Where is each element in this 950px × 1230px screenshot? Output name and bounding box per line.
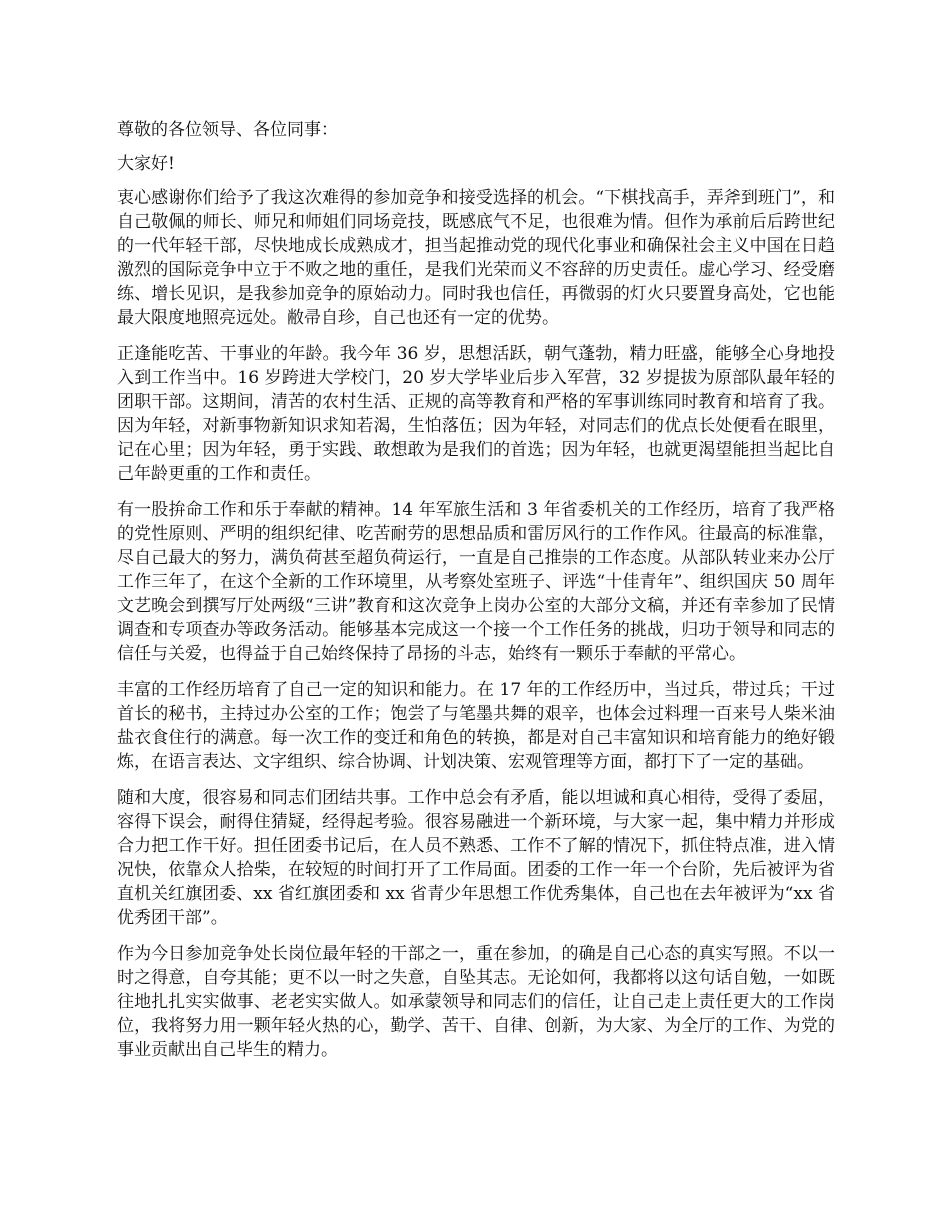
paragraph-closing: 作为今日参加竞争处长岗位最年轻的干部之一，重在参加，的确是自己心态的真实写照。不以一时之得意，自夸其能；更不以一时之失意，自坠其志。无论如何，我都将以这句话自勉，一如既往地扎扎实实做事、老老实实做人。如承蒙领导和同志们的信任，让自己走上责任更大的工作岗位，我将努力用一颗年轻火热的心，勤学、苦干、自律、创新，为大家、为全厅的工作、为党的事业贡献出自己毕生的精力。 (117, 944, 835, 1060)
speech-document (117, 118, 835, 1074)
paragraph-experience: 丰富的工作经历培育了自己一定的知识和能力。在 17 年的工作经历中，当过兵，带过兵；干过首长的秘书，主持过办公室的工作；饱尝了与笔墨共舞的艰辛，也体会过料理一百来号人柴米油盐衣食住行的满意。每一次工作的变迁和角色的转换，都是对自己丰富知识和培育能力的绝好锻炼，在语言表达、文字组织、综合协调、计划决策、宏观管理等方面，都打下了一定的基础。 (117, 680, 835, 772)
salutation: 尊敬的各位领导、各位同事： (117, 120, 338, 140)
paragraph-teamwork: 随和大度，很容易和同志们团结共事。工作中总会有矛盾，能以坦诚和真心相待，受得了委屈，容得下误会，耐得住猜疑，经得起考验。很容易融进一个新环境，与大家一起，集中精力并形成合力把工作干好。担任团委书记后，在人员不熟悉、工作不了解的情况下，抓住特点准，进入情况快，依靠众人拾柴，在较短的时间打开了工作局面。团委的工作一年一个台阶，先后被评为省直机关红旗团委、xx 省红旗团委和 xx 省青少年思想工作优秀集体，自己也在去年被评为“xx 省优秀团干部”。 (117, 788, 835, 928)
paragraph-intro: 衷心感谢你们给予了我这次难得的参加竞争和接受选择的机会。“下棋找高手，弄斧到班门”，和自己敬佩的师长、师兄和师姐们同场竞技，既感底气不足，也很难为情。但作为承前后后跨世纪的一代年轻干部，尽快地成长成熟成才，担当起推动党的现代化事业和确保社会主义中国在日趋激烈的国际竞争中立于不败之地的重任，是我们光荣而义不容辞的历史责任。虚心学习、经受磨练、增长见识，是我参加竞争的原始动力。同时我也信任，再微弱的灯火只要置身高处，它也能最大限度地照亮远处。敝帚自珍，自己也还有一定的优势。 (117, 188, 835, 328)
greeting: 大家好! (117, 154, 175, 174)
paragraph-age: 正逢能吃苦、干事业的年龄。我今年 36 岁，思想活跃，朝气蓬勃，精力旺盛，能够全心身地投入到工作当中。16 岁跨进大学校门，20 岁大学毕业后步入军营，32 岁提拔为原部队最年轻的团职干部。这期间，清苦的农村生活、正规的高等教育和严格的军事训练同时教育和培育了我。因为年轻，对新事物新知识求知若渴，生怕落伍；因为年轻，对同志们的优点长处便看在眼里，记在心里；因为年轻，勇于实践、敢想敢为是我们的首选；因为年轻，也就更渴望能担当起比自己年龄更重的工作和责任。 (117, 344, 835, 484)
paragraph-dedication: 有一股拚命工作和乐于奉献的精神。14 年军旅生活和 3 年省委机关的工作经历，培育了我严格的党性原则、严明的组织纪律、吃苦耐劳的思想品质和雷厉风行的工作作风。往最高的标准靠，尽自己最大的努力，满负荷甚至超负荷运行，一直是自己推崇的工作态度。从部队转业来办公厅工作三年了，在这个全新的工作环境里，从考察处室班子、评选“十佳青年”、组织国庆 50 周年文艺晚会到撰写厅处两级“三讲”教育和这次竞争上岗办公室的大部分文稿，并还有幸参加了民情调查和专项查办等政务活动。能够基本完成这一个接一个工作任务的挑战，归功于领导和同志的信任与关爱，也得益于自己始终保持了昂扬的斗志，始终有一颗乐于奉献的平常心。 (117, 500, 835, 664)
